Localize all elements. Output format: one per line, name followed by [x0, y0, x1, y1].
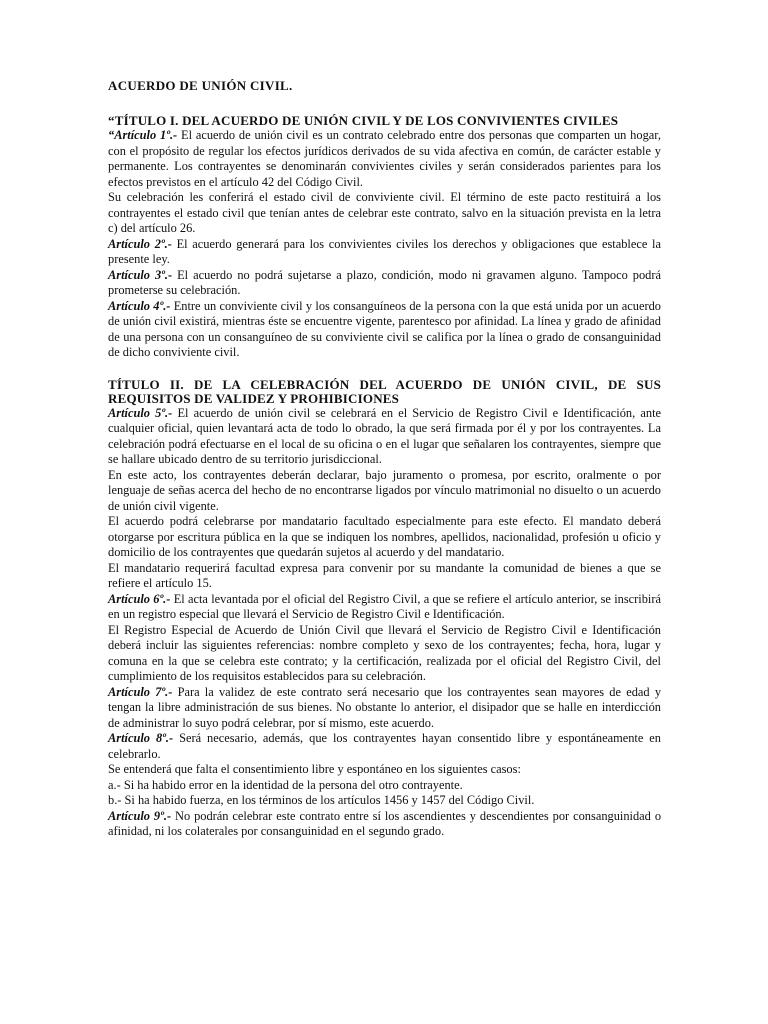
- article-1: [108, 128, 661, 190]
- paragraph-text: Su celebración les conferirá el estado civil de conviviente civil. El término de este pacto restituirá a los contrayentes el estado civil que tenían antes de celebrar este contrato, salvo en la situación prevista en la letra c) del artículo 26.: [108, 190, 661, 235]
- paragraph-text: Se entenderá que falta el consentimiento libre y espontáneo en los siguientes casos:: [108, 762, 521, 776]
- article-text: El acuerdo de unión civil se celebrará en el Servicio de Registro Civil e Identificación, ante cualquier oficial, quien levantará acta de todo lo obrado, la que será firmada por él y por los contrayentes. La celebración podrá efectuarse en el local de su oficina o en el lugar que señalaren los contrayentes, siempre que se hallare ubicado dentro de su territorio jurisdiccional.: [108, 405, 662, 466]
- article-5: [108, 406, 661, 468]
- paragraph-text: El Registro Especial de Acuerdo de Unión Civil que llevará el Servicio de Registro Civil e Identificación deberá incluir las siguientes referencias: nombre completo y sexo de los contrayentes; fecha, hora, lugar y comuna en la que se celebra este contrato; y la certificación, realizada por el oficial del Registro Civil, del cumplimiento de los requisitos establecidos para su celebración.: [108, 622, 661, 683]
- section-titulo-2: [108, 378, 661, 840]
- article-text: Entre un conviviente civil y los consanguíneos de la persona con la que está unida por un acuerdo de unión civil existirá, mientras éste se encuentre vigente, parentesco por afinidad. La línea y grado de afinidad de una persona con un consanguíneo de su conviviente civil se califica por la línea o grado de consanguinidad de dicho conviviente civil.: [108, 298, 661, 359]
- article-9: [108, 809, 661, 840]
- article-label: Artículo 4º.-: [108, 298, 171, 313]
- article-label: Artículo 3º.-: [108, 267, 173, 282]
- list-item-a: [108, 778, 661, 794]
- paragraph: [108, 468, 661, 515]
- paragraph: [108, 190, 661, 237]
- article-text: Será necesario, además, que los contrayentes hayan consentido libre y espontáneamente en celebrarlo.: [108, 731, 661, 761]
- article-label: Artículo 9º.-: [108, 808, 172, 823]
- article-text: Para la validez de este contrato será necesario que los contrayentes sean mayores de edad y tengan la libre administración de sus bienes. No obstante lo anterior, el disipador que se halle en interdicción de administrar lo suyo podrá celebrar, por sí mismo, este acuerdo.: [108, 684, 662, 730]
- article-label: Artículo 5º.-: [108, 405, 173, 420]
- article-text: El acuerdo no podrá sujetarse a plazo, condición, modo ni gravamen alguno. Tampoco podrá prometerse su celebración.: [108, 267, 661, 297]
- document-title: ACUERDO DE UNIÓN CIVIL.: [108, 78, 293, 93]
- paragraph: [108, 514, 661, 561]
- article-text: El acta levantada por el oficial del Registro Civil, a que se refiere el artículo anterior, se inscribirá en un registro especial que llevará el Servicio de Registro Civil e Identificación.: [108, 591, 662, 621]
- article-label: Artículo 6º.-: [108, 591, 171, 606]
- paragraph: [108, 762, 661, 778]
- article-7: [108, 685, 661, 732]
- section-title: “TÍTULO I. DEL ACUERDO DE UNIÓN CIVIL Y DE LOS CONVIVIENTES CIVILES: [108, 113, 619, 128]
- article-label: Artículo 2º.-: [108, 236, 172, 251]
- article-6: [108, 592, 661, 623]
- article-text: No podrán celebrar este contrato entre sí los ascendientes y descendientes por consanguinidad o afinidad, ni los colaterales por consanguinidad en el segundo grado.: [108, 808, 662, 838]
- section-title: TÍTULO II. DE LA CELEBRACIÓN DEL ACUERDO DE UNIÓN CIVIL, DE SUS REQUISITOS DE VALIDEZ Y PROHIBICIONES: [108, 376, 661, 406]
- article-label: Artículo 8º.-: [108, 731, 174, 745]
- article-4: [108, 299, 661, 361]
- paragraph-text: El mandatario requerirá facultad expresa para convenir por su mandante la comunidad de bienes a que se refiere el artículo 15.: [108, 560, 661, 590]
- paragraph: [108, 561, 661, 592]
- article-label: “Artículo 1º.-: [108, 128, 178, 142]
- article-2: [108, 237, 661, 268]
- document-page: [108, 78, 661, 857]
- article-8: [108, 731, 661, 762]
- list-item-b: [108, 793, 661, 809]
- paragraph: [108, 623, 661, 685]
- article-text: El acuerdo de unión civil es un contrato celebrado entre dos personas que comparten un hogar, con el propósito de regular los efectos jurídicos derivados de su vida afectiva en común, de carácter estable y permanente. Los contrayentes se denominarán convivientes civiles y serán considerados parientes para los efectos previstos en el artículo 42 del Código Civil.: [108, 128, 661, 189]
- section-titulo-1: [108, 114, 661, 361]
- paragraph-text: En este acto, los contrayentes deberán declarar, bajo juramento o promesa, por escrito, oralmente o por lenguaje de señas acerca del hecho de no encontrarse ligados por vínculo matrimonial no disuelto o un acuerdo de unión civil vigente.: [108, 467, 661, 513]
- article-3: [108, 268, 661, 299]
- article-label: Artículo 7º.-: [108, 684, 173, 699]
- list-item-text: a.- Si ha habido error en la identidad de la persona del otro contrayente.: [108, 777, 463, 792]
- article-text: El acuerdo generará para los convivientes civiles los derechos y obligaciones que establece la presente ley.: [108, 236, 662, 266]
- paragraph-text: El acuerdo podrá celebrarse por mandatario facultado especialmente para este efecto. El mandato deberá otorgarse por escritura pública en la que se indiquen los nombres, apellidos, nacionalidad, profesión u oficio y domicilio de los contrayentes que quedarán sujetos al acuerdo y del mandatario.: [108, 514, 661, 559]
- list-item-text: b.- Si ha habido fuerza, en los términos de los artículos 1456 y 1457 del Código Civil.: [108, 793, 535, 807]
